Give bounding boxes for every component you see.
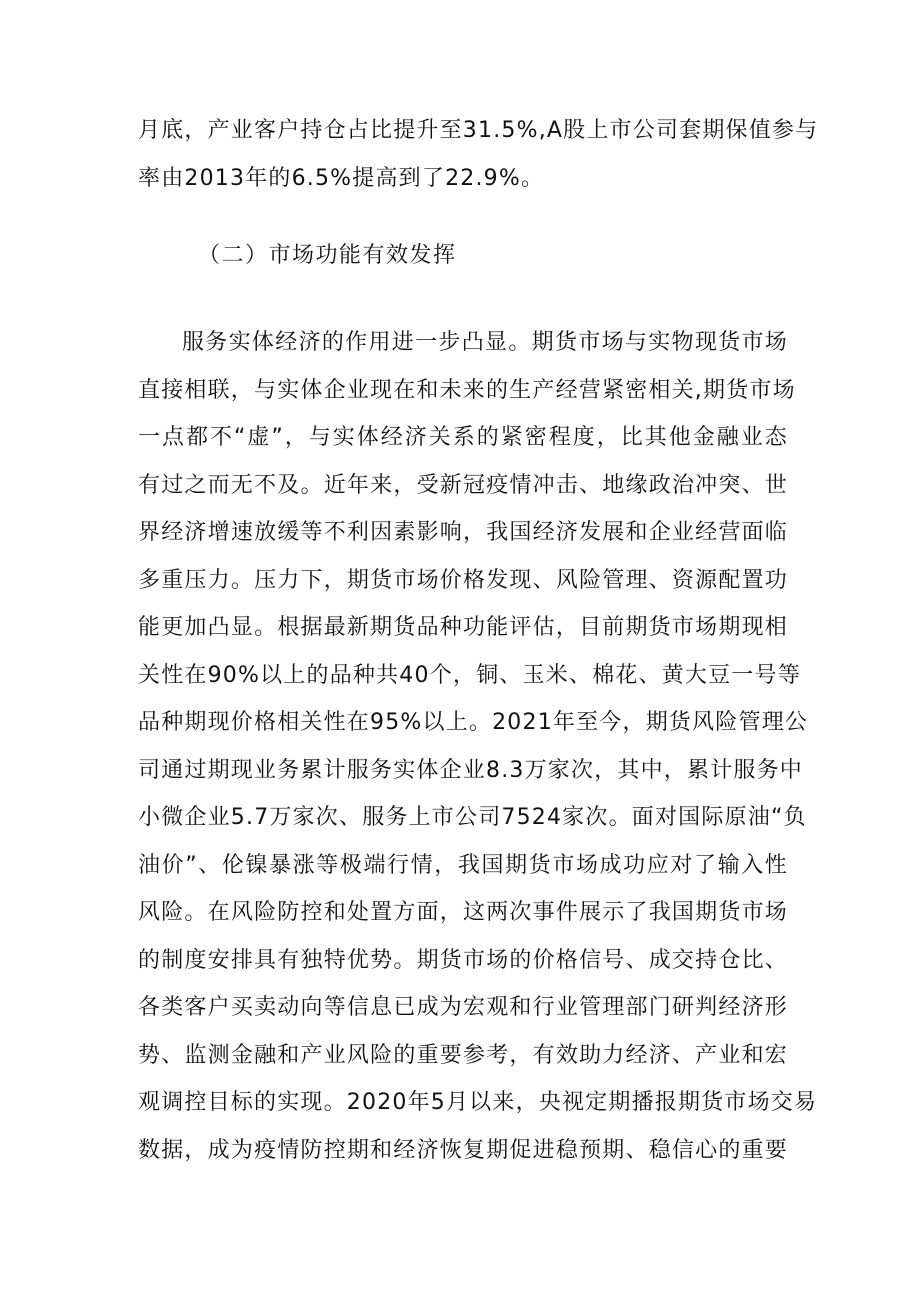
text-line: 的制度安排具有独特优势。期货市场的价格信号、成交持仓比、 [138,947,788,973]
text-line: 界经济增速放缓等不利因素影响，我国经济发展和企业经营面临 [138,520,788,545]
text-line: 月底，产业客户持仓占比提升至31.5%,A股上市公司套期保值参与 [138,118,819,143]
text-line: 一点都不“虚”，与实体经济关系的紧密程度，比其他金融业态 [138,425,788,450]
intro-paragraph [138,107,819,202]
text-line: 服务实体经济的作用进一步凸显。期货市场与实物现货市场 [182,330,788,355]
text-line: 直接相联，与实体企业现在和未来的生产经营紧密相关,期货市场 [138,377,796,403]
text-line: 多重压力。压力下，期货市场价格发现、风险管理、资源配置功 [138,567,788,593]
text-line: 品种期现价格相关性在95%以上。2021年至今，期货风险管理公 [138,710,809,735]
text-line: 势、监测金融和产业风险的重要参考，有效助力经济、产业和宏 [138,1042,788,1068]
text-line: 能更加凸显。根据最新期货品种功能评估，目前期货市场期现相 [138,615,788,640]
text-line: 各类客户买卖动向等信息已成为宏观和行业管理部门研判经济形 [138,995,788,1020]
text-line: 风险。在风险防控和处置方面，这两次事件展示了我国期货市场 [138,900,788,925]
text-line: 数据，成为疫情防控期和经济恢复期促进稳预期、稳信心的重要 [138,1137,788,1163]
text-line: 油价”、伦镍暴涨等极端行情，我国期货市场成功应对了输入性 [138,852,788,878]
text-line: 司通过期现业务累计服务实体企业8.3万家次，其中，累计服务中 [138,757,803,783]
text-line: 关性在90%以上的品种共40个，铜、玉米、棉花、黄大豆一号等 [138,662,801,688]
body-paragraph [138,319,818,1174]
text-line: 有过之而无不及。近年来，受新冠疫情冲击、地缘政治冲突、世 [138,472,788,498]
text-line: 小微企业5.7万家次、服务上市公司7524家次。面对国际原油“负 [138,805,807,830]
text-line: 率由2013年的6.5%提高到了22.9%。 [138,165,545,191]
text-line: 观调控目标的实现。2020年5月以来，央视定期播报期货市场交易 [138,1090,818,1115]
section-heading: （二）市场功能有效发挥 [198,243,457,268]
